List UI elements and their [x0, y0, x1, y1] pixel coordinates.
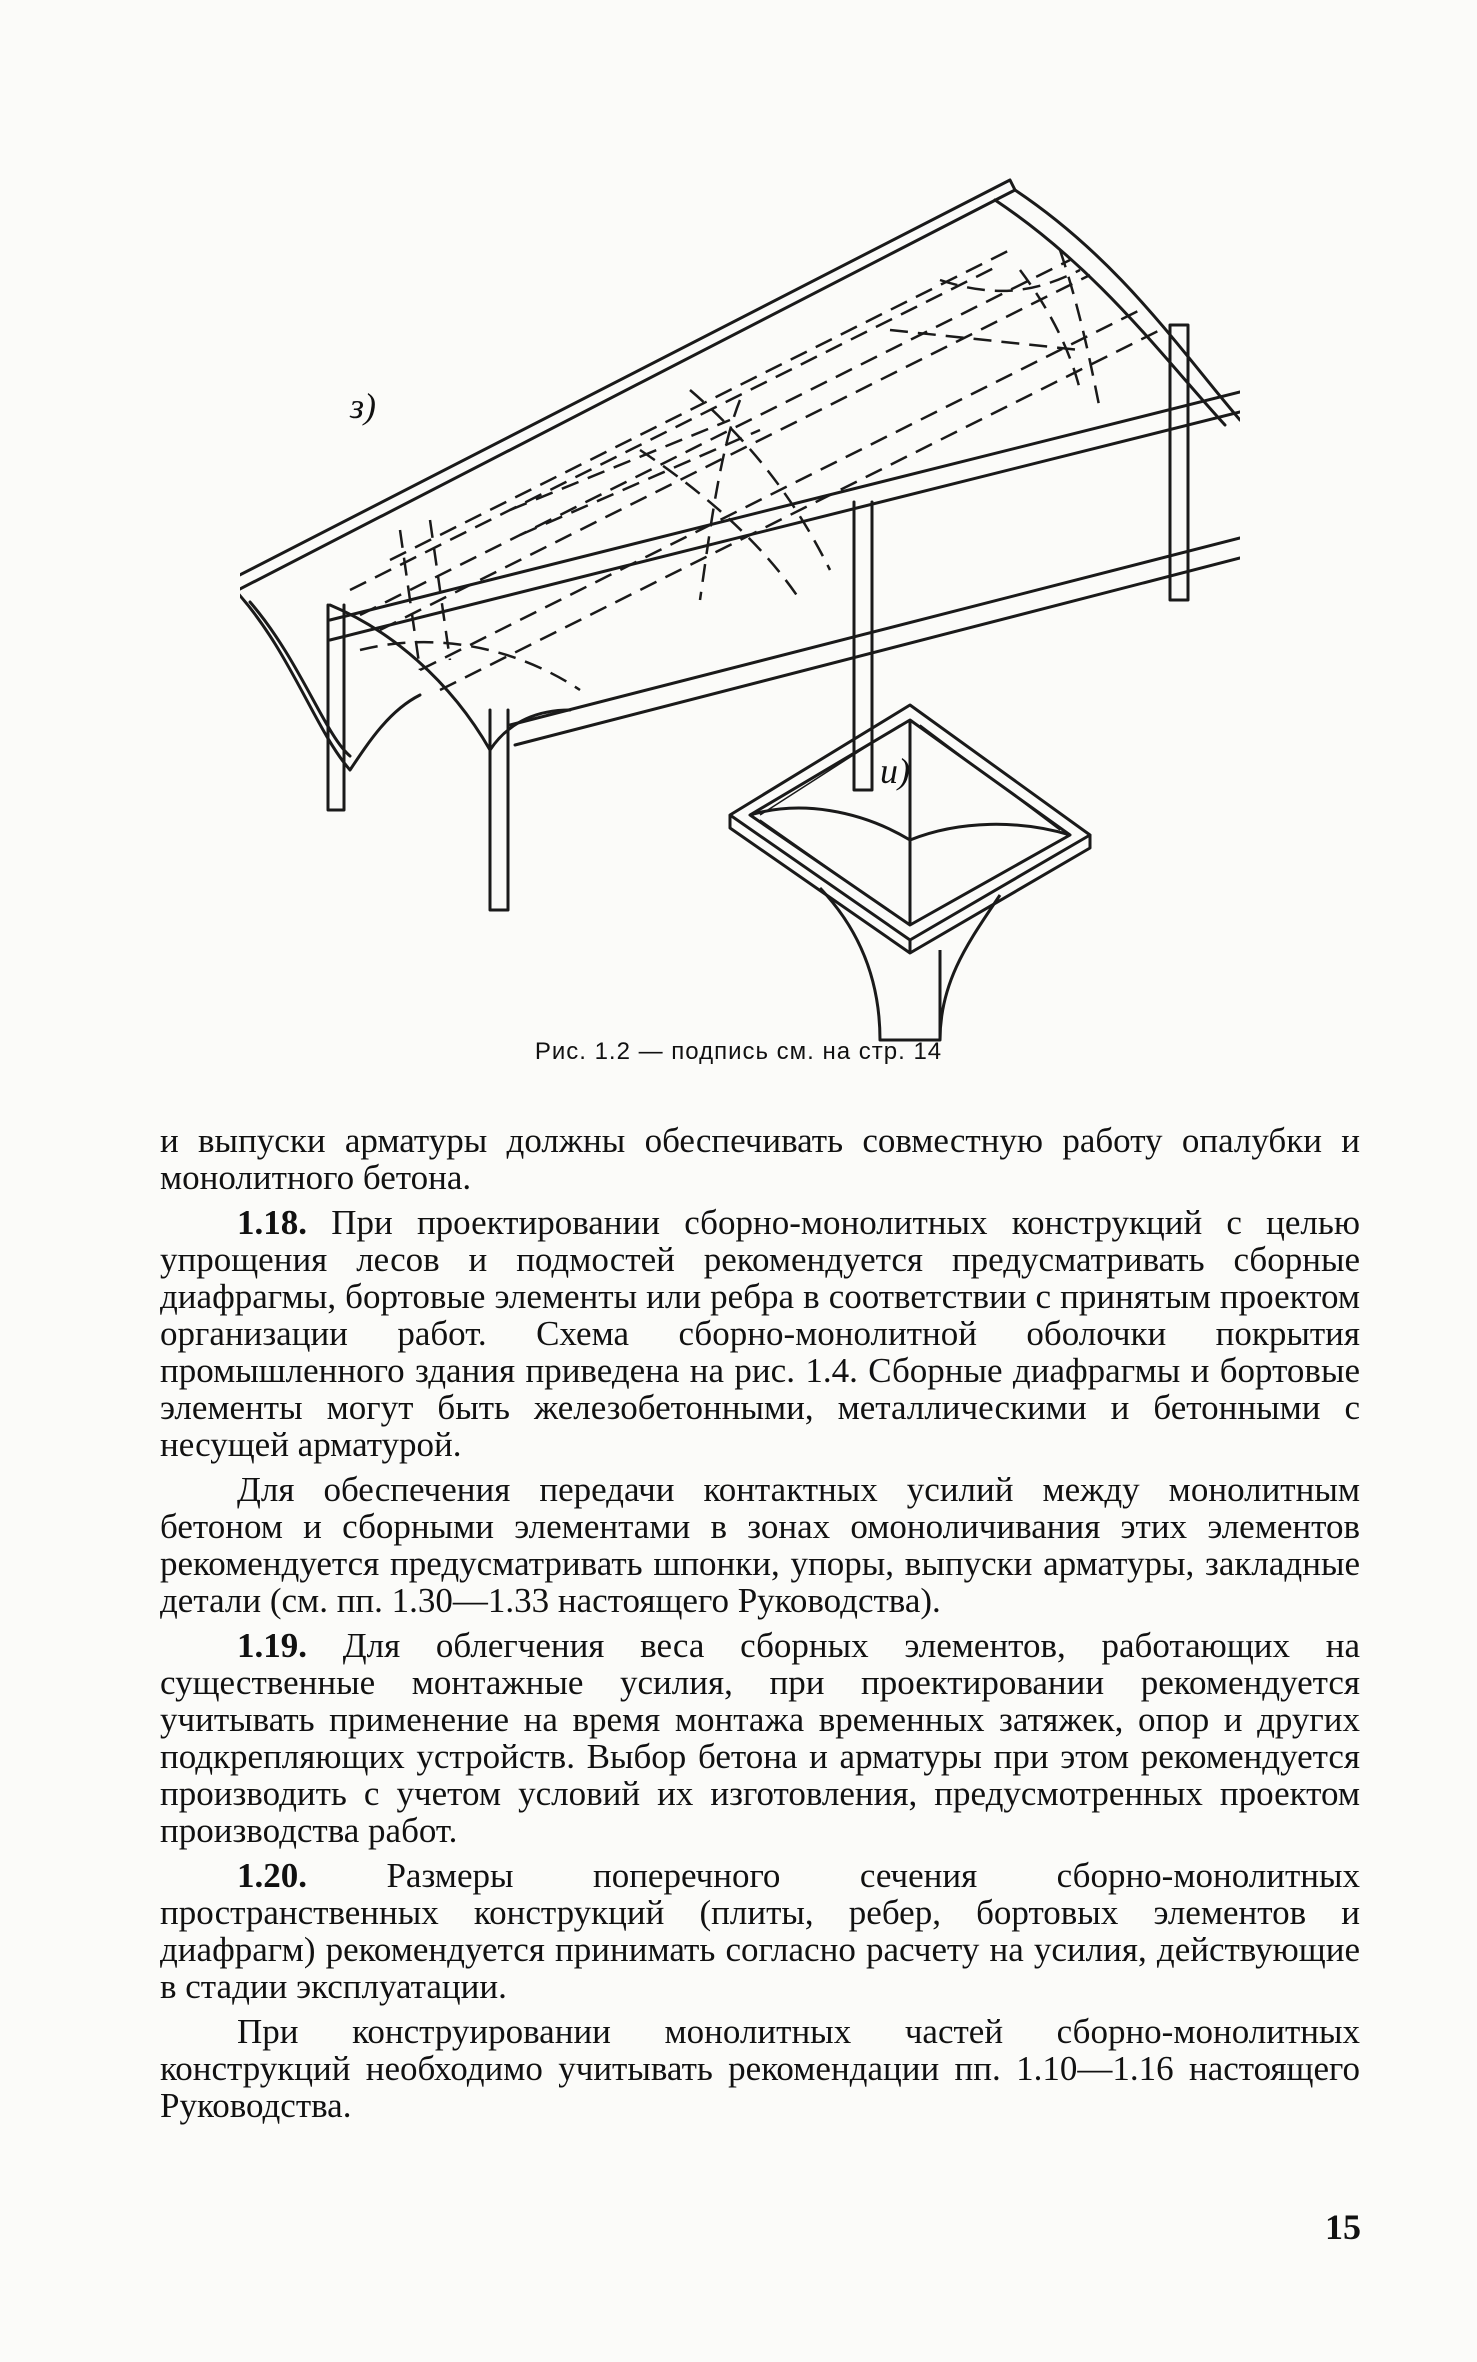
- structure-drawing: [240, 150, 1240, 1060]
- paragraph-construction: При конструировании монолитных частей сборно-монолитных конструкций необходимо учитывать рекомендации пп. 1.10—1.16 настоящего Руководства.: [160, 2012, 1360, 2125]
- paragraph-contact: Для обеспечения передачи контактных усилий между монолитным бетоном и сборными элементами в зонах омоноличивания этих элементов рекомендуется предусматривать шпонки, упоры, выпуски арматуры, закладные детали (см. пп. 1.30—1.33 настоящего Руководства).: [160, 1470, 1360, 1620]
- shell-curve-left: [240, 590, 420, 770]
- paragraph-text: Размеры поперечного сечения сборно-монолитных пространственных конструкций (плиты, ребер, бортовых элементов и диафрагм) рекомендуется принимать согласно расчету на усилия, действующие в стадии эксплуатации.: [160, 1856, 1360, 2006]
- figure-caption: Рис. 1.2 — подпись см. на стр. 14: [534, 1038, 943, 1065]
- figure-label-z: з): [350, 386, 377, 426]
- clause-number: 1.18.: [237, 1203, 307, 1242]
- figure-1-2: [240, 150, 1240, 1060]
- paragraph-1-20: [160, 1857, 1360, 2005]
- paragraph-text: Для облегчения веса сборных элементов, работающих на существенные монтажные усилия, при проектировании рекомендуется учитывать применение на время монтажа временных затяжек, опор и других подкрепляющих устройств. Выбор бетона и арматуры при этом рекомендуется производить с учетом условий их изготовления, предусмотренных проектом производства работ.: [160, 1626, 1360, 1850]
- clause-number: 1.19.: [237, 1626, 307, 1665]
- paragraph-continuation: и выпуски арматуры должны обеспечивать совместную работу опалубки и монолитного бетона.: [160, 1121, 1360, 1197]
- paragraph-1-18: [160, 1204, 1360, 1463]
- figure-label-i: и): [880, 751, 910, 791]
- clause-number: 1.20.: [237, 1856, 307, 1895]
- page-number: 15: [1325, 2207, 1361, 2247]
- body-text: [160, 1122, 1360, 2132]
- paragraph-text: При проектировании сборно-монолитных конструкций с целью упрощения лесов и подмостей рекомендуется предусматривать сборные диафрагмы, бортовые элементы или ребра в соответствии с принятым проектом организации работ. Схема сборно-монолитной оболочки покрытия промышленного здания приведена на рис. 1.4. Сборные диафрагмы и бортовые элементы могут быть железобетонными, металлическими и бетонными с несущей арматурой.: [160, 1203, 1360, 1464]
- paragraph-1-19: [160, 1627, 1360, 1849]
